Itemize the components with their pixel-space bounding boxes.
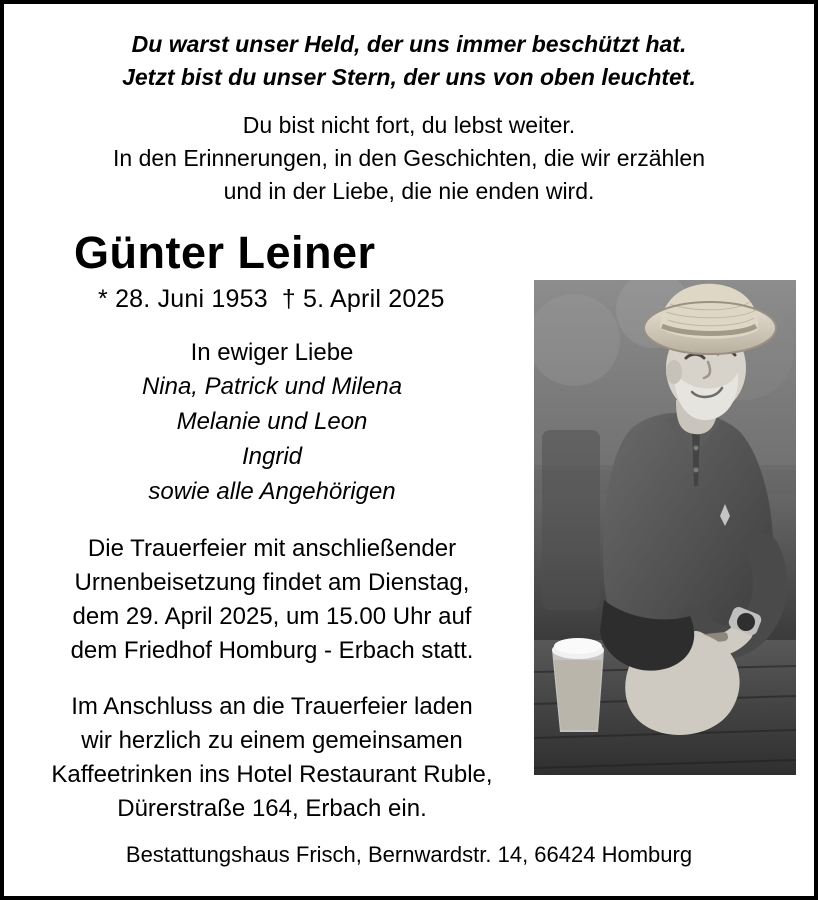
- ceremony-line-4: dem Friedhof Homburg - Erbach statt.: [70, 636, 474, 664]
- birth-date: * 28. Juni 1953: [98, 284, 268, 313]
- ceremony-line-1: Die Trauerfeier mit anschließender: [87, 534, 457, 562]
- family-heading: In ewiger Liebe: [190, 338, 354, 366]
- verse-bold-line-2: Jetzt bist du unser Stern, der uns von oben leuchtet.: [122, 63, 696, 90]
- deceased-name: Günter Leiner: [74, 227, 376, 279]
- family-member-1: Nina, Patrick und Milena: [141, 373, 403, 401]
- ceremony-line-2: Urnenbeisetzung findet am Dienstag,: [74, 568, 470, 596]
- verse-block: [22, 18, 796, 207]
- reception-line-1: Im Anschluss an die Trauerfeier laden: [71, 692, 473, 720]
- family-member-2: Melanie und Leon: [176, 408, 368, 436]
- reception-paragraph: [22, 690, 522, 826]
- family-member-3: Ingrid: [241, 442, 303, 470]
- ceremony-line-3: dem 29. April 2025, um 15.00 Uhr auf: [72, 602, 472, 630]
- reception-line-2: wir herzlich zu einem gemeinsamen: [81, 726, 463, 754]
- verse-plain-line-1: Du bist nicht fort, du lebst weiter.: [242, 112, 576, 139]
- text-column: [22, 336, 522, 827]
- verse-plain-block: [22, 109, 796, 207]
- verse-bold-line-1: Du warst unser Held, der uns immer beschützt hat.: [131, 31, 687, 57]
- reception-line-3: Kaffeetrinken ins Hotel Restaurant Ruble,: [51, 760, 493, 788]
- verse-plain-line-3: und in der Liebe, die nie enden wird.: [223, 177, 595, 204]
- family-block: [22, 336, 522, 510]
- verse-plain-line-2: In den Erinnerungen, in den Geschichten, die wir erzählen: [113, 144, 705, 171]
- funeral-home-line: Bestattungshaus Frisch, Bernwardstr. 14, 66424 Homburg: [125, 842, 693, 867]
- obituary-inner: [22, 18, 796, 886]
- portrait-photo: [534, 280, 796, 775]
- family-member-4: sowie alle Angehörigen: [148, 477, 396, 505]
- reception-line-4: Dürerstraße 164, Erbach ein.: [117, 795, 427, 823]
- death-date: † 5. April 2025: [281, 284, 445, 313]
- ceremony-paragraph: [22, 532, 522, 668]
